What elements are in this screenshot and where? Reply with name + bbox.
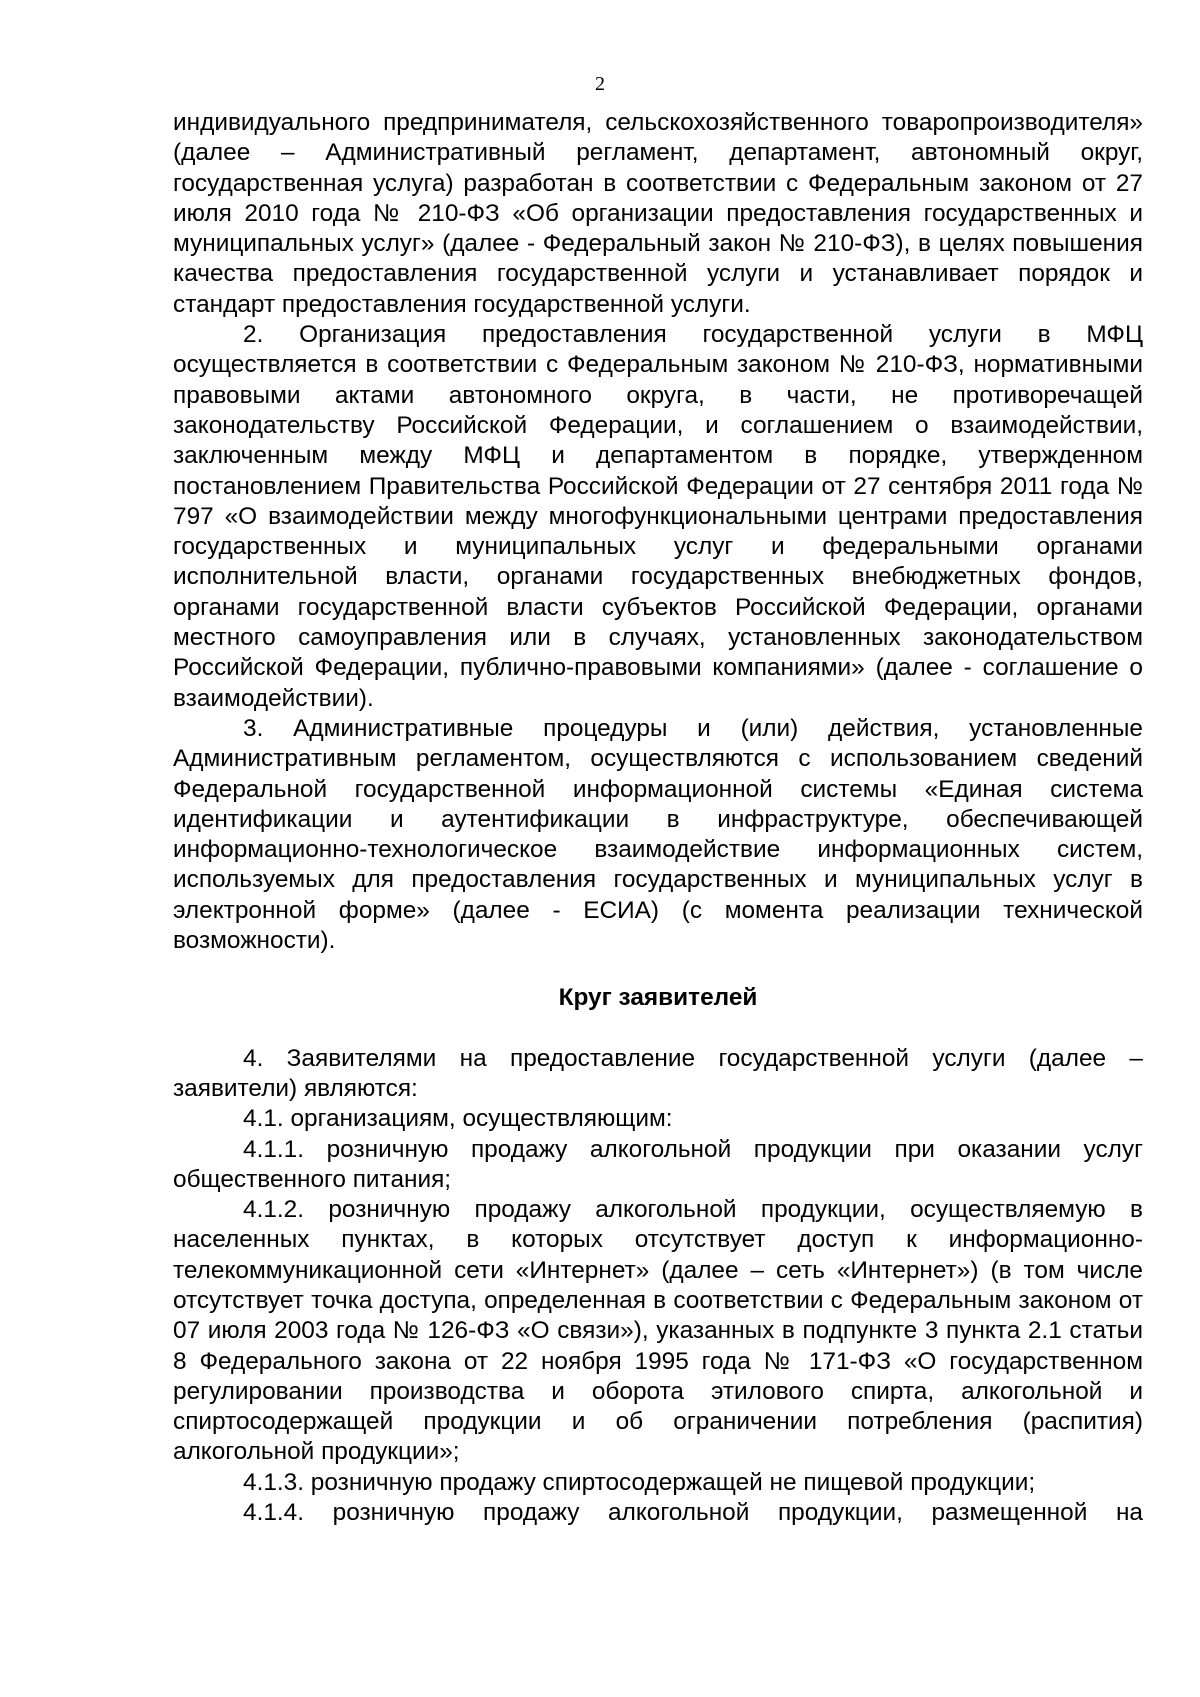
paragraph-4-1-4: 4.1.4. розничную продажу алкогольной продукции, размещенной на: [243, 1499, 1143, 1527]
page-number: 2: [595, 73, 605, 95]
paragraph-4-1-3: 4.1.3. розничную продажу спиртосодержащей не пищевой продукции;: [243, 1468, 1036, 1496]
paragraph-4-1-2: 4.1.2. розничную продажу алкогольной продукции, осуществляемую в населенных пунктах, в которых отсутствует доступ к информационно-телекоммуникационной сети «Интернет» (далее – сеть «Интернет») (в том числе отсутствует точка доступа, определенная в соответствии с Федеральным законом от 07 июля 2003 года № 126-ФЗ «О связи»), указанных в подпункте 3 пункта 2.1 статьи 8 Федерального закона от 22 ноября 1995 года № 171-ФЗ «О государственном регулировании производства и оборота этилового спирта, алкогольной и спиртосодержащей продукции и об ограничении потребления (распития) алкогольной продукции»;: [173, 1196, 1143, 1466]
paragraph-4-1-1: 4.1.1. розничную продажу алкогольной продукции при оказании услуг общественного питания;: [173, 1135, 1143, 1193]
paragraph-2: 2. Организация предоставления государственной услуги в МФЦ осуществляется в соответствии с Федеральным законом № 210-ФЗ, нормативными правовыми актами автономного округа, в части, не противоречащей законодательству Российской Федерации, и соглашением о взаимодействии, заключенным между МФЦ и департаментом в порядке, утвержденном постановлением Правительства Российской Федерации от 27 сентября 2011 года № 797 «О взаимодействии между многофункциональными центрами предоставления государственных и муниципальных услуг и федеральными органами исполнительной власти, органами государственных внебюджетных фондов, органами государственной власти субъектов Российской Федерации, органами местного самоуправления или в случаях, установленных законодательством Российской Федерации, публично-правовыми компаниями» (далее - соглашение о взаимодействии).: [173, 321, 1143, 712]
paragraph-4: 4. Заявителями на предоставление государственной услуги (далее – заявители) являются:: [173, 1044, 1143, 1102]
document-body: [173, 108, 1143, 1528]
paragraph-3: 3. Административные процедуры и (или) действия, установленные Административным регламентом, осуществляются с использованием сведений Федеральной государственной информационной системы «Единая система идентификации и аутентификации в инфраструктуре, обеспечивающей информационно-технологическое взаимодействие информационных систем, используемых для предоставления государственных и муниципальных услуг в электронной форме» (далее - ЕСИА) (с момента реализации технической возможности).: [173, 714, 1143, 955]
section-heading: Круг заявителей: [558, 984, 758, 1012]
paragraph-continuation: индивидуального предпринимателя, сельскохозяйственного товаропроизводителя» (далее – Административный регламент, департамент, автономный округ, государственная услуга) разработан в соответствии с Федеральным законом от 27 июля 2010 года № 210-ФЗ «Об организации предоставления государственных и муниципальных услуг» (далее - Федеральный закон № 210-ФЗ), в целях повышения качества предоставления государственной услуги и устанавливает порядок и стандарт предоставления государственной услуги.: [173, 109, 1143, 318]
paragraph-4-1: 4.1. организациям, осуществляющим:: [243, 1105, 673, 1133]
